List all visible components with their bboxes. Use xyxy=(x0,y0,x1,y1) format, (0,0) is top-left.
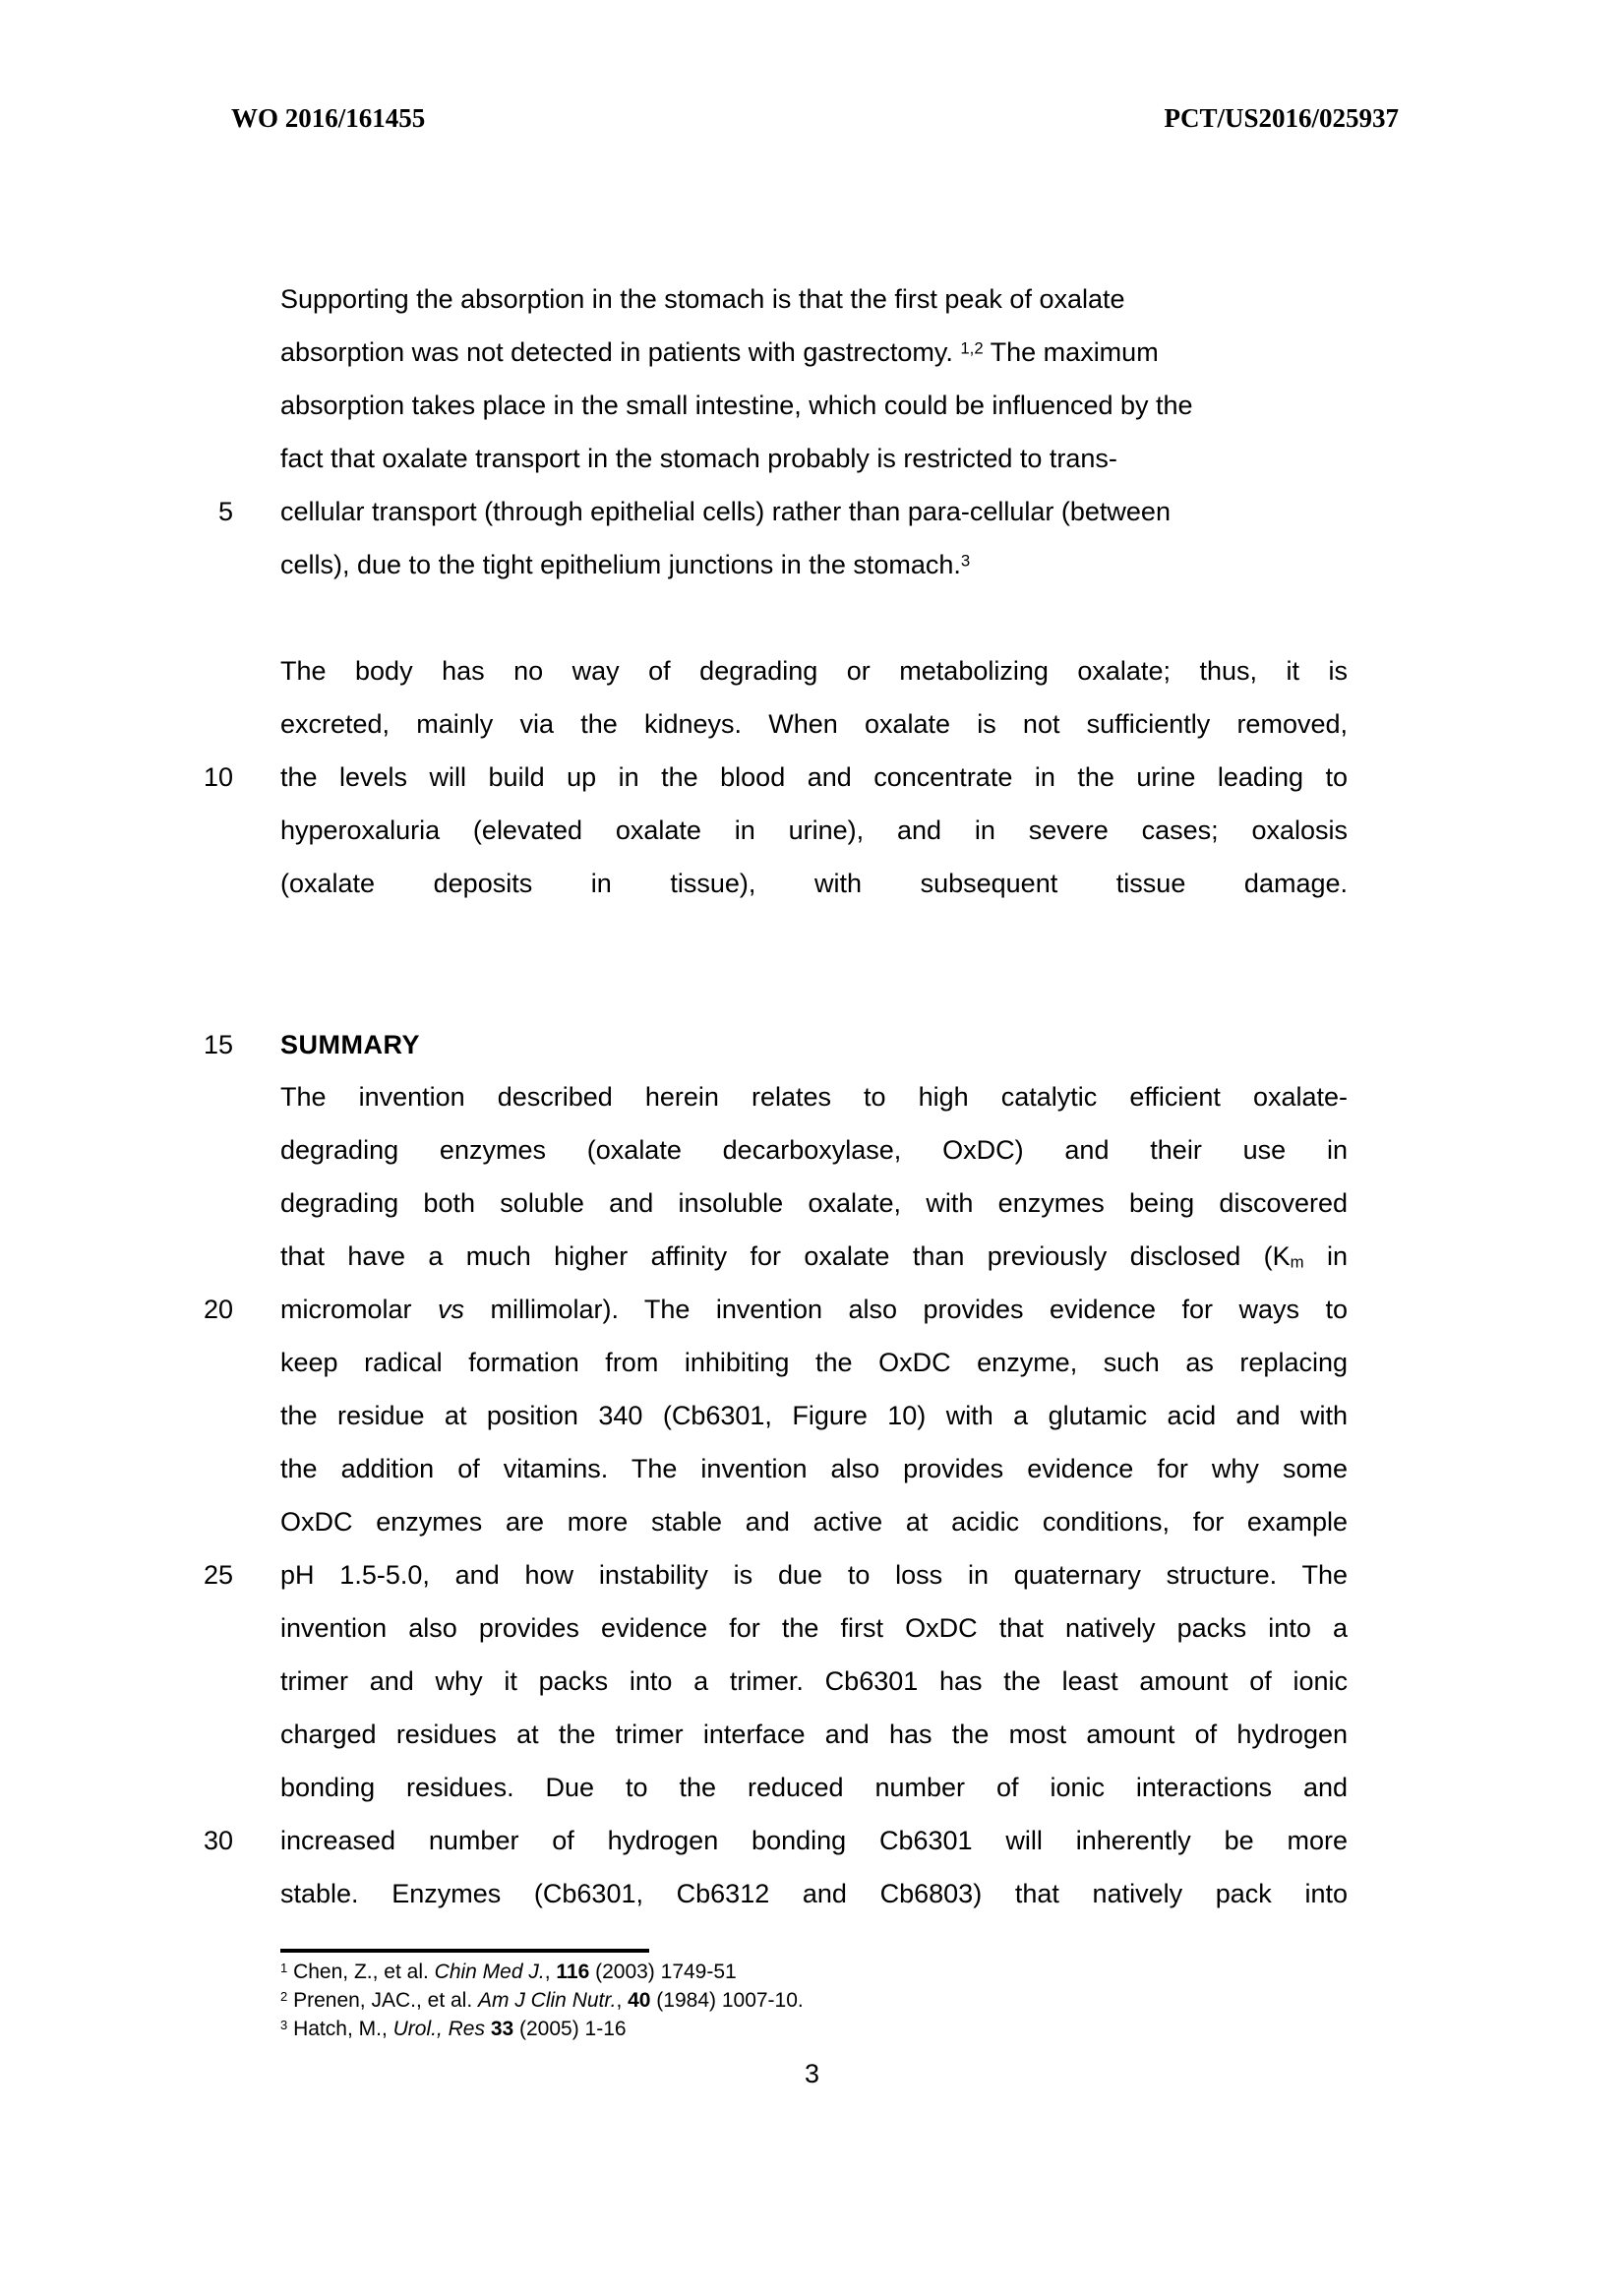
text-line: $^1$ Chen, Z., et al. Chin Med J., 116 (2003) 1749-51 xyxy=(280,1961,737,1983)
line-number: 10 xyxy=(203,762,233,792)
text-line: the residue at position 340 (Cb6301, Figure 10) with a glutamic acid and with xyxy=(280,1401,1348,1430)
text-line: invention also provides evidence for the first OxDC that natively packs into a xyxy=(280,1613,1348,1643)
text-line: keep radical formation from inhibiting the OxDC enzyme, such as replacing xyxy=(280,1348,1348,1377)
text-line: absorption was not detected in patients with gastrectomy. $^{1,2}$ The maximum xyxy=(280,337,1159,367)
text-line: SUMMARY xyxy=(280,1030,420,1059)
text-line: trimer and why it packs into a trimer. Cb6301 has the least amount of ionic xyxy=(280,1666,1348,1696)
text-line: The invention described herein relates to high catalytic efficient oxalate- xyxy=(280,1082,1348,1112)
footnote-list xyxy=(280,1958,1348,2043)
text-line: micromolar vs millimolar). The invention also provides evidence for ways to xyxy=(280,1295,1349,1324)
text-line: hyperoxaluria (elevated oxalate in urine), and in severe cases; oxalosis xyxy=(280,815,1348,845)
text-line: pH 1.5-5.0, and how instability is due to loss in quaternary structure. The xyxy=(280,1560,1348,1590)
line-number: 15 xyxy=(203,1030,233,1059)
text-line: the addition of vitamins. The invention also provides evidence for why some xyxy=(280,1454,1348,1483)
line-number: 5 xyxy=(217,497,233,526)
line-number: 25 xyxy=(203,1560,233,1590)
page-header xyxy=(231,102,1399,134)
page-number: 3 xyxy=(804,2059,820,2088)
text-line: increased number of hydrogen bonding Cb6301 will inherently be more xyxy=(280,1826,1348,1855)
text-line: bonding residues. Due to the reduced number of ionic interactions and xyxy=(280,1773,1348,1802)
paragraph-1 xyxy=(217,272,1348,591)
text-line: cells), due to the tight epithelium junctions in the stomach.$^3$ xyxy=(280,550,971,579)
header-doc-number-right: PCT/US2016/025937 xyxy=(1164,103,1399,133)
text-line: that have a much higher affinity for oxalate than previously disclosed ($K_m$ in xyxy=(280,1241,1348,1272)
text-line: fact that oxalate transport in the stomach probably is restricted to trans- xyxy=(280,444,1117,473)
line-number: 30 xyxy=(203,1826,233,1855)
text-line: the levels will build up in the blood and concentrate in the urine leading to xyxy=(280,762,1348,792)
paragraph-2 xyxy=(203,644,1348,910)
text-line: $^3$ Hatch, M., Urol., Res 33 (2005) 1-16 xyxy=(280,2018,627,2040)
header-doc-number-left: WO 2016/161455 xyxy=(231,103,426,133)
summary-heading xyxy=(203,1018,1348,1071)
text-line: (oxalate deposits in tissue), with subsequent tissue damage. xyxy=(280,869,1348,898)
text-line: cellular transport (through epithelial cells) rather than para-cellular (between xyxy=(280,497,1171,526)
text-line: stable. Enzymes (Cb6301, Cb6312 and Cb6803) that natively pack into xyxy=(280,1879,1348,1908)
text-line: $^2$ Prenen, JAC., et al. Am J Clin Nutr., 40 (1984) 1007-10. xyxy=(280,1989,804,2012)
footnotes xyxy=(280,1949,1348,2043)
text-line: The body has no way of degrading or metabolizing oxalate; thus, it is xyxy=(280,656,1348,686)
text-line: absorption takes place in the small intestine, which could be influenced by the xyxy=(280,391,1193,420)
text-line: Supporting the absorption in the stomach is that the first peak of oxalate xyxy=(280,284,1125,314)
text-line: OxDC enzymes are more stable and active at acidic conditions, for example xyxy=(280,1507,1348,1537)
paragraph-3 xyxy=(203,1070,1349,1920)
text-line: degrading enzymes (oxalate decarboxylase, OxDC) and their use in xyxy=(280,1135,1348,1165)
text-line: charged residues at the trimer interface and has the most amount of hydrogen xyxy=(280,1720,1348,1749)
line-number: 20 xyxy=(203,1295,233,1324)
text-line: degrading both soluble and insoluble oxalate, with enzymes being discovered xyxy=(280,1188,1348,1218)
footnote-separator xyxy=(280,1949,649,1953)
text-line: excreted, mainly via the kidneys. When oxalate is not sufficiently removed, xyxy=(280,709,1348,739)
